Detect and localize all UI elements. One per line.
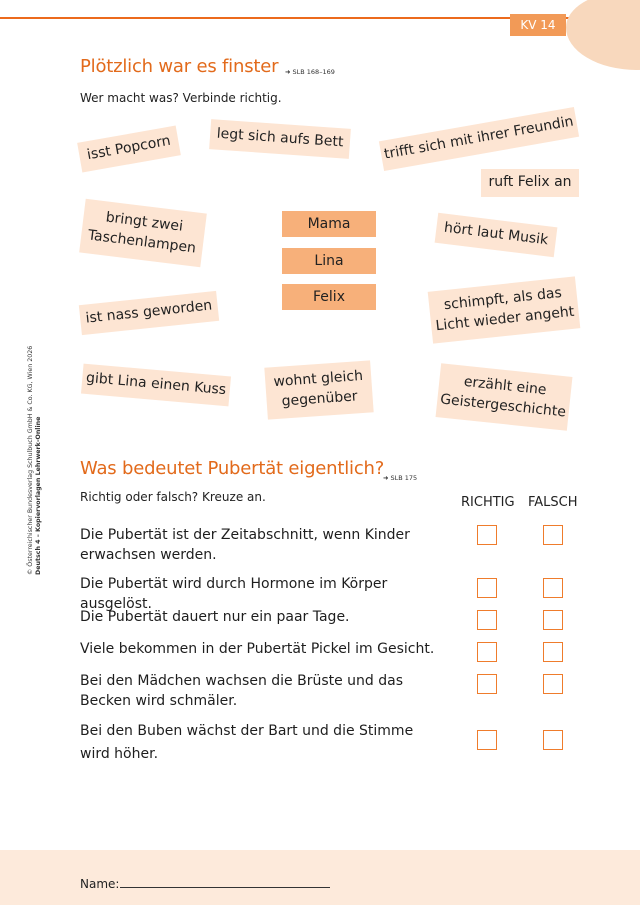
activity-card[interactable] — [209, 119, 351, 159]
activity-text: legt sich aufs Bett — [216, 125, 344, 151]
section1-title: Plötzlich war es finster — [80, 56, 279, 77]
activity-text: ruft Felix an — [488, 174, 572, 191]
column-falsch: FALSCH — [528, 495, 578, 510]
section1-instruction: Wer macht was? Verbinde richtig. — [80, 91, 282, 105]
checkbox-falsch-5[interactable] — [543, 674, 563, 694]
decorative-blob — [566, 0, 640, 70]
section2-ref: ➜ SLB 175 — [383, 474, 418, 482]
name-label: Name: — [80, 877, 120, 891]
checkbox-falsch-2[interactable] — [543, 578, 563, 598]
checkbox-falsch-6[interactable] — [543, 730, 563, 750]
activity-text: erzählt eine Geistergeschichte — [439, 374, 567, 421]
activity-text: bringt zwei Taschenlampen — [87, 209, 197, 257]
copyright-text: © Österreichischer Bundesverlag Schulbuch GmbH & Co. KG, Wien 2026 — [27, 345, 34, 575]
copyright-note — [27, 325, 43, 575]
activity-text: schimpft, als das Licht wieder angeht — [434, 285, 575, 335]
section1-ref: ➜ SLB 168–169 — [285, 68, 335, 76]
statement-4: Viele bekommen in der Pubertät Pickel im Gesicht. — [80, 641, 435, 657]
activity-text: gibt Lina einen Kuss — [85, 370, 227, 399]
activity-card[interactable] — [436, 363, 573, 431]
activity-card[interactable] — [79, 291, 219, 335]
activity-card[interactable] — [481, 169, 579, 197]
activity-card[interactable] — [379, 107, 579, 171]
name-input-line[interactable] — [120, 887, 330, 888]
column-richtig: RICHTIG — [461, 495, 515, 510]
statement-3: Die Pubertät dauert nur ein paar Tage. — [80, 609, 350, 625]
checkbox-richtig-6[interactable] — [477, 730, 497, 750]
activity-card[interactable] — [264, 360, 373, 419]
name-box-lina[interactable]: Lina — [282, 248, 376, 274]
activity-card[interactable] — [79, 199, 207, 267]
worksheet-badge: KV 14 — [510, 14, 566, 36]
activity-card[interactable] — [428, 276, 581, 343]
checkbox-richtig-4[interactable] — [477, 642, 497, 662]
activity-text: trifft sich mit ihrer Freundin — [382, 113, 575, 163]
series-text: Deutsch 4 – Kopiervorlagen Lehrwerk-Online — [35, 416, 42, 575]
name-box-mama[interactable]: Mama — [282, 211, 376, 237]
activity-card[interactable] — [77, 126, 181, 173]
statement-6: Bei den Buben wächst der Bart und die Stimme wird höher. — [80, 723, 414, 762]
section2-title: Was bedeutet Pubertät eigentlich? — [80, 458, 385, 479]
checkbox-richtig-5[interactable] — [477, 674, 497, 694]
checkbox-falsch-3[interactable] — [543, 610, 563, 630]
activity-card[interactable] — [435, 213, 558, 257]
checkbox-richtig-3[interactable] — [477, 610, 497, 630]
activity-card[interactable] — [81, 364, 231, 407]
statement-1: Die Pubertät ist der Zeitabschnitt, wenn Kinder erwachsen werden. — [80, 527, 410, 563]
activity-text: wohnt gleich gegenüber — [273, 368, 364, 410]
checkbox-falsch-4[interactable] — [543, 642, 563, 662]
statement-5: Bei den Mädchen wachsen die Brüste und das Becken wird schmäler. — [80, 673, 404, 709]
section2-instruction: Richtig oder falsch? Kreuze an. — [80, 490, 266, 504]
activity-text: isst Popcorn — [85, 133, 172, 164]
checkbox-richtig-1[interactable] — [477, 525, 497, 545]
activity-text: ist nass geworden — [84, 297, 213, 327]
name-box-felix[interactable]: Felix — [282, 284, 376, 310]
checkbox-falsch-1[interactable] — [543, 525, 563, 545]
activity-text: hört laut Musik — [443, 219, 550, 249]
checkbox-richtig-2[interactable] — [477, 578, 497, 598]
statement-2: Die Pubertät wird durch Hormone im Körper ausgelöst. — [80, 576, 388, 612]
